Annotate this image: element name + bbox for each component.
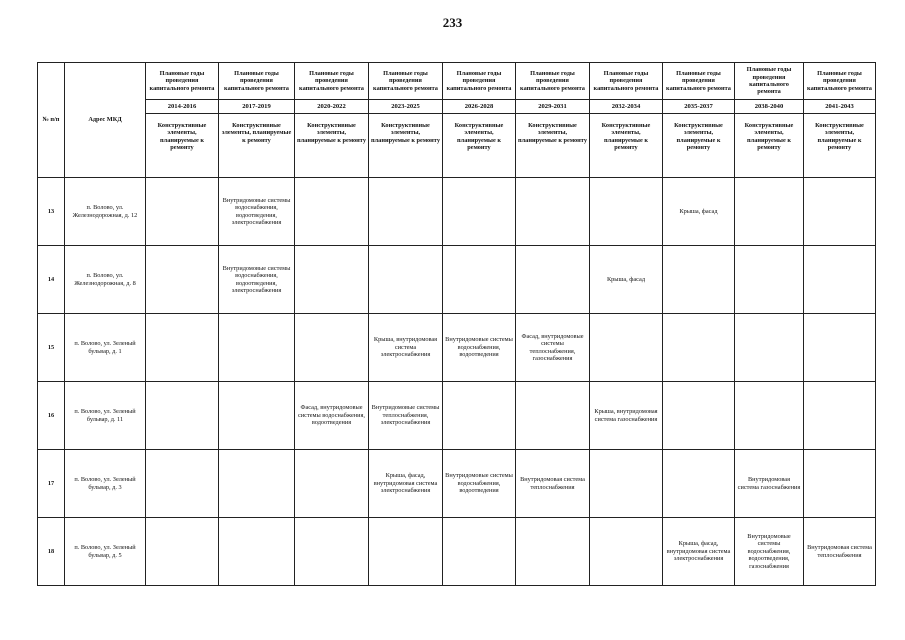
repair-elements-cell [590, 450, 663, 518]
repair-elements-cell [804, 178, 876, 246]
repair-elements-cell [590, 518, 663, 586]
period-header: 2032-2034 [590, 100, 663, 114]
repair-elements-cell [804, 314, 876, 382]
repair-elements-cell [146, 518, 219, 586]
elements-header: Конструктивные элементы, планируемые к ремонту [735, 114, 804, 178]
row-number: 14 [38, 246, 65, 314]
column-header-number: № п/п [38, 63, 65, 178]
repair-elements-cell [369, 246, 443, 314]
repair-elements-cell: Крыша, фасад, внутридомовая система электроснабжения [663, 518, 735, 586]
plan-years-header: Плановые годы проведения капитального ремонта [590, 63, 663, 100]
plan-years-header: Плановые годы проведения капитального ремонта [735, 63, 804, 100]
column-header-address: Адрес МКД [65, 63, 146, 178]
repair-elements-cell: Внутридомовая система газоснабжения [735, 450, 804, 518]
elements-header: Конструктивные элементы, планируемые к ремонту [663, 114, 735, 178]
row-address: п. Волово, ул. Железнодорожная, д. 12 [65, 178, 146, 246]
header-row-periods [38, 100, 876, 114]
repair-elements-cell [804, 382, 876, 450]
repair-elements-cell [590, 178, 663, 246]
repair-elements-cell [590, 314, 663, 382]
repair-elements-cell [735, 246, 804, 314]
repair-elements-cell [146, 246, 219, 314]
period-header: 2014-2016 [146, 100, 219, 114]
repair-elements-cell [516, 246, 590, 314]
repair-elements-cell [663, 382, 735, 450]
repair-elements-cell [295, 178, 369, 246]
repair-elements-cell [295, 314, 369, 382]
capital-repair-plan-table [37, 62, 876, 586]
repair-elements-cell [443, 178, 516, 246]
repair-elements-cell [146, 382, 219, 450]
period-header: 2017-2019 [219, 100, 295, 114]
repair-elements-cell [443, 382, 516, 450]
repair-elements-cell [369, 518, 443, 586]
table-body [38, 178, 876, 586]
table-row [38, 246, 876, 314]
row-address: п. Волово, ул. Зеленый бульвар, д. 1 [65, 314, 146, 382]
page-number: 233 [442, 15, 463, 30]
plan-years-header: Плановые годы проведения капитального ремонта [219, 63, 295, 100]
table-row [38, 314, 876, 382]
repair-elements-cell: Крыша, фасад [663, 178, 735, 246]
header-row-elements [38, 114, 876, 178]
elements-header: Конструктивные элементы, планируемые к ремонту [443, 114, 516, 178]
repair-elements-cell: Крыша, фасад, внутридомовая система электроснабжения [369, 450, 443, 518]
repair-elements-cell [516, 382, 590, 450]
row-address: п. Волово, ул. Зеленый бульвар, д. 11 [65, 382, 146, 450]
elements-header: Конструктивные элементы, планируемые к ремонту [369, 114, 443, 178]
repair-elements-cell: Внутридомовые системы водоснабжения, водоотведения, газоснабжения [735, 518, 804, 586]
header-row-plan-years [38, 63, 876, 100]
table-row [38, 178, 876, 246]
row-number: 15 [38, 314, 65, 382]
repair-elements-cell [804, 246, 876, 314]
row-address: п. Волово, ул. Зеленый бульвар, д. 3 [65, 450, 146, 518]
elements-header: Конструктивные элементы, планируемые к ремонту [295, 114, 369, 178]
repair-elements-cell [369, 178, 443, 246]
repair-elements-cell [443, 246, 516, 314]
elements-header: Конструктивные элементы, планируемые к ремонту [516, 114, 590, 178]
repair-elements-cell: Внутридомовые системы водоснабжения, водоотведения [443, 450, 516, 518]
period-header: 2041-2043 [804, 100, 876, 114]
table-row [38, 382, 876, 450]
row-number: 17 [38, 450, 65, 518]
repair-elements-cell [735, 178, 804, 246]
repair-elements-cell: Внутридомовая система теплоснабжения [516, 450, 590, 518]
repair-elements-cell [295, 450, 369, 518]
plan-years-header: Плановые годы проведения капитального ремонта [804, 63, 876, 100]
plan-years-header: Плановые годы проведения капитального ремонта [146, 63, 219, 100]
row-number: 16 [38, 382, 65, 450]
row-number: 13 [38, 178, 65, 246]
repair-elements-cell: Крыша, внутридомовая система электроснабжения [369, 314, 443, 382]
repair-elements-cell: Фасад, внутридомовые системы теплоснабжения, газоснабжения [516, 314, 590, 382]
repair-elements-cell: Фасад, внутридомовые системы водоснабжения, водоотведения [295, 382, 369, 450]
repair-elements-cell: Внутридомовая система теплоснабжения [804, 518, 876, 586]
period-header: 2038-2040 [735, 100, 804, 114]
plan-years-header: Плановые годы проведения капитального ремонта [663, 63, 735, 100]
period-header: 2035-2037 [663, 100, 735, 114]
table-row [38, 450, 876, 518]
repair-elements-cell [516, 178, 590, 246]
elements-header: Конструктивные элементы, планируемые к ремонту [219, 114, 295, 178]
repair-elements-cell [663, 450, 735, 518]
elements-header: Конструктивные элементы, планируемые к ремонту [146, 114, 219, 178]
repair-elements-cell [295, 518, 369, 586]
plan-years-header: Плановые годы проведения капитального ремонта [516, 63, 590, 100]
period-header: 2023-2025 [369, 100, 443, 114]
row-address: п. Волово, ул. Железнодорожная, д. 8 [65, 246, 146, 314]
repair-elements-cell [443, 518, 516, 586]
repair-elements-cell [663, 246, 735, 314]
table-row [38, 518, 876, 586]
row-address: п. Волово, ул. Зеленый бульвар, д. 5 [65, 518, 146, 586]
repair-elements-cell [663, 314, 735, 382]
period-header: 2026-2028 [443, 100, 516, 114]
repair-elements-cell: Крыша, фасад [590, 246, 663, 314]
repair-elements-cell [219, 450, 295, 518]
repair-elements-cell [219, 382, 295, 450]
repair-elements-cell: Внутридомовые системы водоснабжения, водоотведения [443, 314, 516, 382]
repair-elements-cell [219, 518, 295, 586]
repair-elements-cell [516, 518, 590, 586]
repair-elements-cell: Крыша, внутридомовая система газоснабжения [590, 382, 663, 450]
plan-years-header: Плановые годы проведения капитального ремонта [443, 63, 516, 100]
elements-header: Конструктивные элементы, планируемые к ремонту [590, 114, 663, 178]
repair-elements-cell [146, 450, 219, 518]
repair-elements-cell: Внутридомовые системы водоснабжения, водоотведения, электроснабжения [219, 178, 295, 246]
repair-elements-cell: Внутридомовые системы водоснабжения, водоотведения, электроснабжения [219, 246, 295, 314]
plan-years-header: Плановые годы проведения капитального ремонта [369, 63, 443, 100]
elements-header: Конструктивные элементы, планируемые к ремонту [804, 114, 876, 178]
repair-elements-cell [735, 382, 804, 450]
repair-elements-cell [146, 314, 219, 382]
repair-elements-cell [804, 450, 876, 518]
period-header: 2029-2031 [516, 100, 590, 114]
row-number: 18 [38, 518, 65, 586]
repair-elements-cell [735, 314, 804, 382]
repair-elements-cell [295, 246, 369, 314]
period-header: 2020-2022 [295, 100, 369, 114]
plan-years-header: Плановые годы проведения капитального ремонта [295, 63, 369, 100]
repair-elements-cell [219, 314, 295, 382]
repair-elements-cell [146, 178, 219, 246]
repair-elements-cell: Внутридомовые системы теплоснабжения, электроснабжения [369, 382, 443, 450]
